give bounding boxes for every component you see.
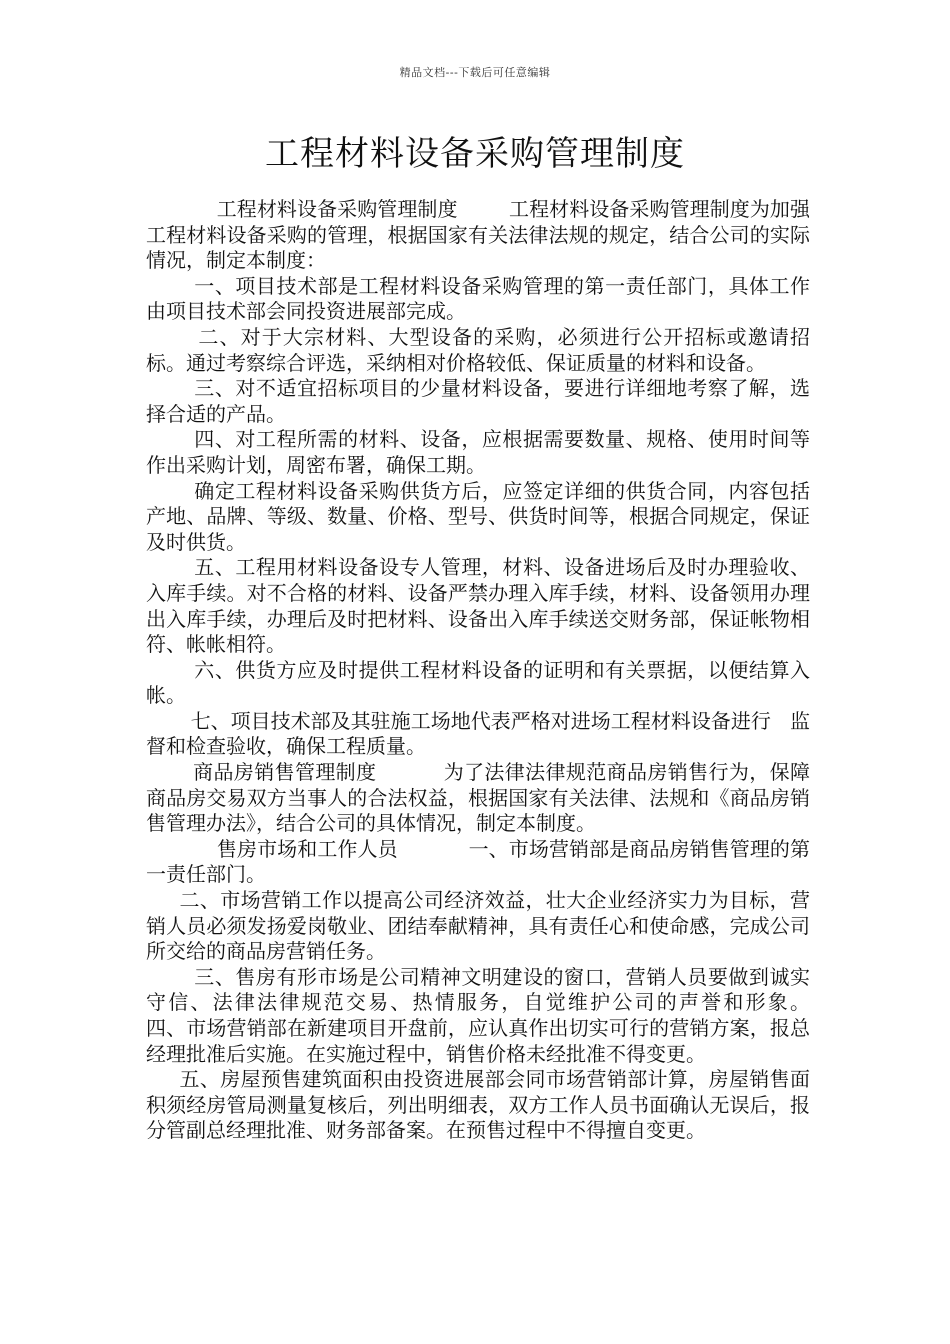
paragraph-item-1: 一、项目技术部是工程材料设备采购管理的第一责任部门，具体工作由项目技术部会同投资进展部完成。	[146, 273, 810, 324]
paragraph-item-6: 六、供货方应及时提供工程材料设备的证明和有关票据，以便结算入帐。	[146, 657, 810, 708]
document-title: 工程材料设备采购管理制度	[265, 134, 685, 174]
paragraph-intro: 工程材料设备采购管理制度 工程材料设备采购管理制度为加强工程材料设备采购的管理，根据国家有关法律法规的规定，结合公司的实际情况，制定本制度：	[146, 197, 810, 273]
paragraph-item-7: 七、项目技术部及其驻施工场地代表严格对进场工程材料设备进行 监督和检查验收，确保工程质量。	[146, 708, 810, 759]
paragraph-item-4: 四、对工程所需的材料、设备，应根据需要数量、规格、使用时间等作出采购计划，周密布署，确保工期。	[146, 427, 810, 477]
paragraph-supplier-contract: 确定工程材料设备采购供货方后，应签定详细的供货合同，内容包括产地、品牌、等级、数量、价格、型号、供货时间等，根据合同规定，保证及时供货。	[146, 478, 810, 554]
document-body	[146, 197, 938, 1144]
paragraph-item-5: 五、工程用材料设备设专人管理，材料、设备进场后及时办理验收、入库手续。对不合格的材料、设备严禁办理入库手续，材料、设备领用办理出入库手续，办理后及时把材料、设备出入库手续送交财务部，保证帐物相符、帐帐相符。	[146, 555, 810, 657]
paragraph-sales-item-1: 售房市场和工作人员 一、市场营销部是商品房销售管理的第一责任部门。	[146, 836, 810, 887]
paragraph-sales-item-3-4: 三、售房有形市场是公司精神文明建设的窗口，营销人员要做到诚实守信、法律法律规范交易、热情服务，自觉维护公司的声誉和形象。 四、市场营销部在新建项目开盘前，应认真作出切实可行的营销方案，报总经理批准后实施。在实施过程中，销售价格未经批准不得变更。	[146, 964, 938, 1066]
paragraph-item-3: 三、对不适宜招标项目的少量材料设备，要进行详细地考察了解，选择合适的产品。	[146, 376, 810, 426]
paragraph-item-2: 二、对于大宗材料、大型设备的采购，必须进行公开招标或邀请招标。通过考察综合评选，采纳相对价格较低、保证质量的材料和设备。	[146, 324, 810, 375]
paragraph-sales-item-2: 二、市场营销工作以提高公司经济效益，壮大企业经济实力为目标，营销人员必须发扬爱岗敬业、团结奉献精神，具有责任心和使命感，完成公司所交给的商品房营销任务。	[146, 888, 810, 964]
header-note: 精品文档---下载后可任意编辑	[399, 66, 551, 79]
paragraph-sales-intro: 商品房销售管理制度 为了法律法律规范商品房销售行为，保障商品房交易双方当事人的合法权益，根据国家有关法律、法规和《商品房销售管理办法》，结合公司的具体情况，制定本制度。	[146, 760, 810, 836]
paragraph-sales-item-5: 五、房屋预售建筑面积由投资进展部会同市场营销部计算，房屋销售面积须经房管局测量复核后，列出明细表，双方工作人员书面确认无误后，报分管副总经理批准、财务部备案。在预售过程中不得擅自变更。	[146, 1067, 810, 1143]
